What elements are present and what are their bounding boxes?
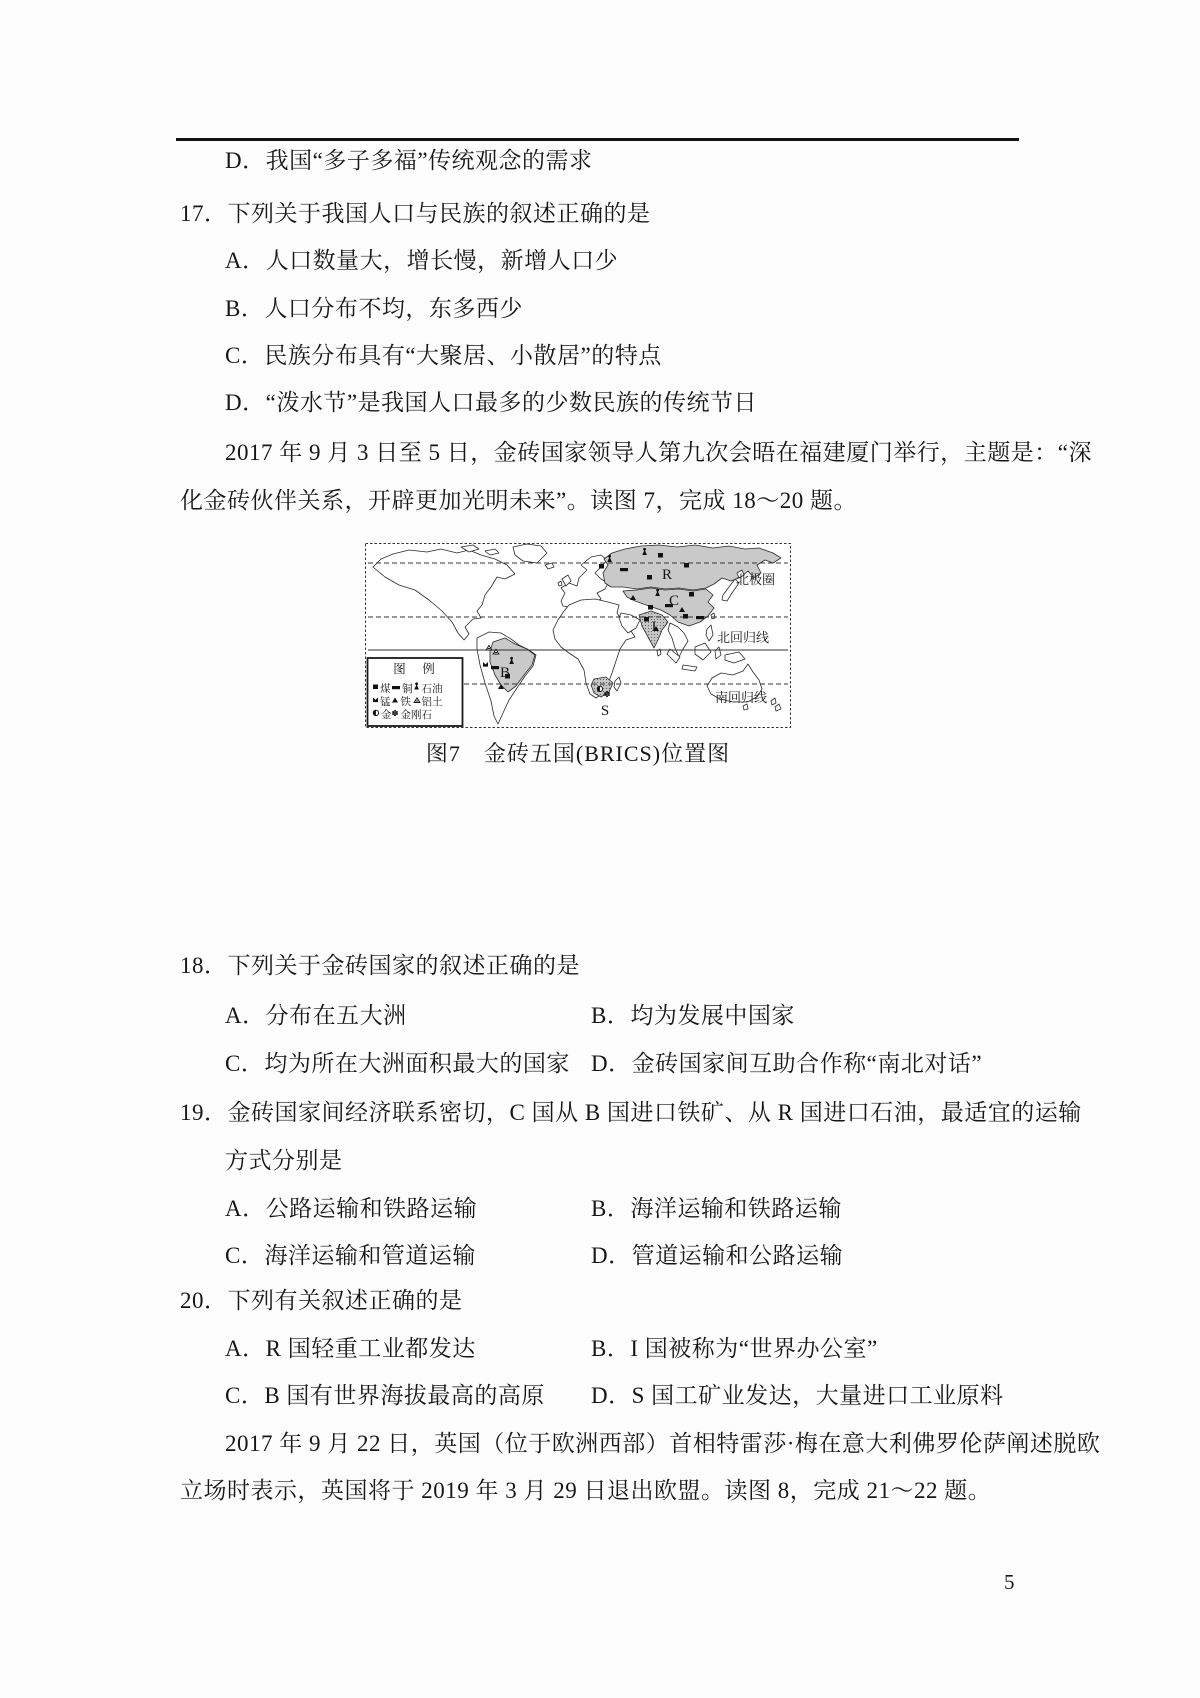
coal-icon	[689, 592, 694, 597]
legend-manganese-label: 锰	[380, 697, 391, 708]
q19-option-c: C．海洋运输和管道运输	[225, 1243, 476, 1268]
brazil-label: B	[499, 665, 511, 681]
gold-icon	[373, 710, 378, 715]
figure7-brics-map	[365, 543, 791, 728]
q17-option-b: B．人口分布不均，东多西少	[225, 296, 523, 321]
legend-gold-label: 金	[381, 710, 392, 721]
figure7-caption: 图7 金砖五国(BRICS)位置图	[425, 741, 731, 766]
page-number: 5	[1004, 1570, 1015, 1594]
legend-oil-label: 石油	[421, 684, 443, 695]
passage-brexit-line1: 2017 年 9 月 22 日，英国（位于欧洲西部）首相特雷莎·梅在意大利佛罗伦萨阐述脱欧	[225, 1431, 1101, 1456]
legend-title: 图 例	[393, 662, 437, 676]
tropic-of-capricorn-label: 南回归线	[715, 690, 768, 705]
q20-stem: 20．下列有关叙述正确的是	[180, 1288, 463, 1313]
legend-copper-label: 铜	[402, 684, 413, 695]
q18-stem: 18．下列关于金砖国家的叙述正确的是	[180, 953, 580, 978]
legend-bauxite-label: 铝土	[421, 697, 443, 708]
prev-question-option-d: D．我国“多子多福”传统观念的需求	[225, 148, 593, 173]
header-rule	[176, 138, 1019, 141]
india-label: I	[651, 619, 657, 635]
q20-option-d: D．S 国工矿业发达，大量进口工业原料	[591, 1383, 1004, 1408]
legend-diamond-label: 金刚石	[400, 710, 432, 721]
tropic-of-cancer-label: 北回归线	[717, 630, 770, 645]
coal-icon	[373, 685, 378, 690]
passage-brics-line1: 2017 年 9 月 3 日至 5 日，金砖国家领导人第九次会晤在福建厦门举行，主题是：“深	[225, 440, 1092, 465]
coal-icon	[683, 614, 688, 619]
arctic-circle-label: 北极圈	[736, 572, 776, 587]
q20-option-b: B．I 国被称为“世界办公室”	[591, 1336, 878, 1361]
q19-stem-line2: 方式分别是	[225, 1148, 343, 1173]
south-africa-label: S	[600, 703, 610, 719]
map-legend	[368, 658, 463, 726]
world-map-svg	[365, 543, 791, 728]
q19-option-d: D．管道运输和公路运输	[591, 1243, 844, 1268]
legend-coal-label: 煤	[380, 684, 391, 695]
q19-stem-line1: 19．金砖国家间经济联系密切，C 国从 B 国进口铁矿、从 R 国进口石油，最适宜的运输	[180, 1100, 1082, 1125]
china-label: C	[668, 593, 680, 609]
q17-option-c: C．民族分布具有“大聚居、小散居”的特点	[225, 343, 662, 368]
coal-icon	[644, 617, 649, 622]
coal-icon	[658, 553, 663, 558]
passage-brics-line2: 化金砖伙伴关系，开辟更加光明未来”。读图 7，完成 18～20 题。	[180, 488, 857, 513]
q18-option-d: D．金砖国家间互助合作称“南北对话”	[591, 1051, 983, 1076]
q19-option-b: B．海洋运输和铁路运输	[591, 1196, 842, 1221]
legend-iron-label: 铁	[400, 697, 411, 708]
q17-stem: 17．下列关于我国人口与民族的叙述正确的是	[180, 201, 651, 226]
coal-icon	[647, 575, 652, 580]
coal-icon	[599, 564, 604, 569]
coal-icon	[684, 563, 689, 568]
q18-option-c: C．均为所在大洲面积最大的国家	[225, 1051, 570, 1076]
gold-icon	[597, 686, 602, 691]
q18-option-b: B．均为发展中国家	[591, 1003, 795, 1028]
q17-option-a: A．人口数量大，增长慢，新增人口少	[225, 248, 619, 273]
q19-option-a: A．公路运输和铁路运输	[225, 1196, 478, 1221]
q20-option-a: A．R 国轻重工业都发达	[225, 1336, 476, 1361]
passage-brexit-line2: 立场时表示，英国将于 2019 年 3 月 29 日退出欧盟。读图 8，完成 21～22 题。	[180, 1478, 992, 1503]
russia-label: R	[661, 567, 673, 583]
q18-option-a: A．分布在五大洲	[225, 1003, 407, 1028]
copper-icon	[491, 666, 499, 669]
copper-icon	[620, 568, 628, 571]
q17-option-d: D．“泼水节”是我国人口最多的少数民族的传统节日	[225, 390, 758, 415]
copper-icon	[696, 616, 704, 619]
q20-option-c: C．B 国有世界海拔最高的高原	[225, 1383, 545, 1408]
coal-icon	[648, 605, 653, 610]
copper-icon	[392, 686, 400, 689]
